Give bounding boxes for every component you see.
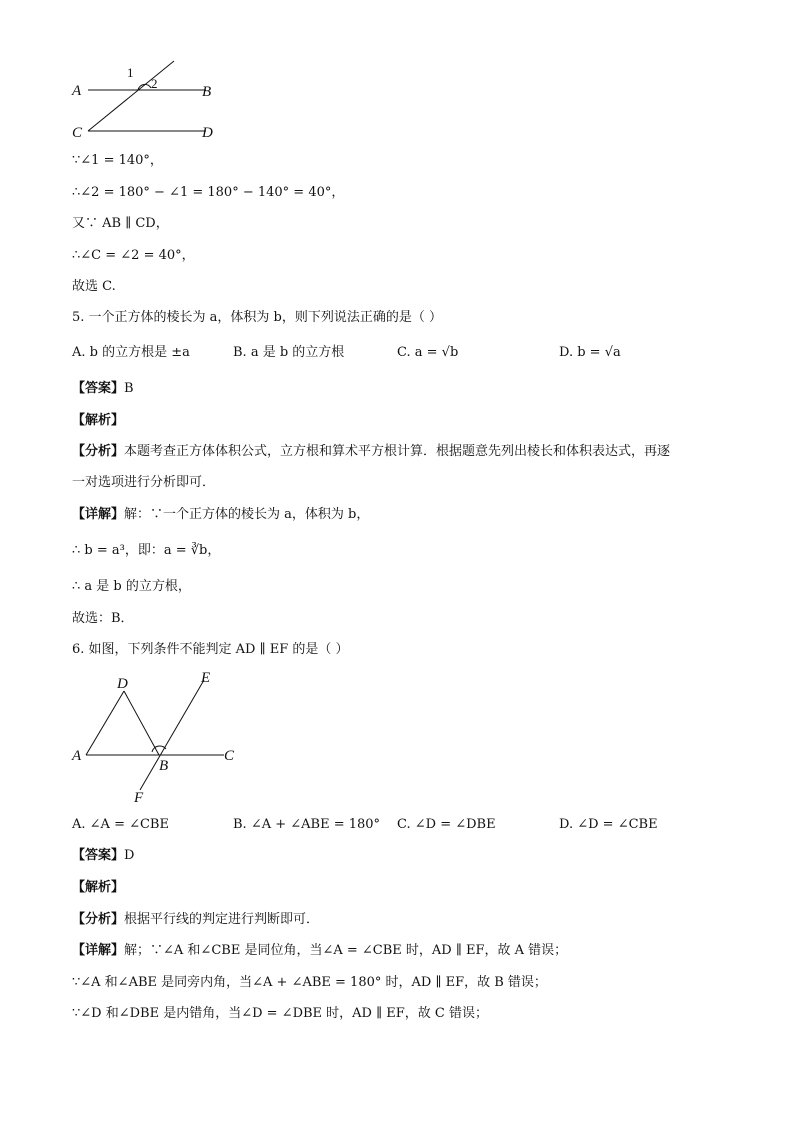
q6-detail-text-1: 解；∵∠A 和∠CBE 是同位角，当∠A = ∠CBE 时，AD ∥ EF，故 A 错误；: [124, 943, 568, 958]
label-c: C: [72, 125, 83, 141]
label-a: A: [72, 748, 82, 764]
q5-xiangjie-tag: 【详解】: [72, 507, 125, 522]
q5-fenxi-line-2: 一对选项进行分析即可．: [72, 475, 216, 490]
q5-fenxi-text-1: 本题考查正方体体积公式，立方根和算术平方根计算．根据题意先列出棱长和体积表达式，再逐: [124, 444, 671, 459]
q6-answer-value: D: [124, 848, 135, 863]
q6-option-c: C. ∠D = ∠DBE: [397, 817, 496, 832]
label-b: B: [202, 84, 212, 100]
label-d: D: [117, 676, 128, 692]
q5-step-3: 故选：B．: [72, 611, 134, 626]
q5-option-b: B. a 是 b 的立方根: [233, 345, 345, 360]
q6-stem: 6. 如图，下列条件不能判定 AD ∥ EF 的是（ ）: [72, 642, 349, 657]
q5-stem: 5. 一个正方体的棱长为 a，体积为 b，则下列说法正确的是（ ）: [72, 310, 443, 325]
label-f: F: [134, 790, 144, 806]
segment-db: [124, 691, 159, 755]
q5-option-a: A. b 的立方根是 ±a: [72, 345, 190, 360]
q5-analysis-tag: 【解析】: [72, 413, 125, 428]
q6-answer-tag: 【答案】: [72, 848, 125, 863]
label-b: B: [159, 758, 169, 774]
q5-step-2: ∴ a 是 b 的立方根，: [72, 579, 191, 594]
q6-option-d: D. ∠D = ∠CBE: [559, 817, 658, 832]
q5-option-c: C. a = √b: [397, 345, 459, 360]
line-ef: [140, 680, 204, 790]
q5-step-1: ∴ b = a³，即：a = ∛b，: [72, 543, 221, 558]
solution-line-3: 又∵ AB ∥ CD，: [72, 216, 169, 231]
q5-fenxi-line-1: [72, 443, 670, 461]
q5-xiangjie-text: 解：∵一个正方体的棱长为 a，体积为 b，: [124, 507, 370, 522]
q5-answer-value: B: [124, 381, 134, 396]
q6-fenxi-text: 根据平行线的判定进行判断即可．: [124, 912, 320, 927]
label-e: E: [201, 670, 211, 686]
segment-ad: [86, 691, 124, 755]
q5-answer: [72, 380, 134, 398]
label-a: A: [72, 83, 82, 99]
solution-line-4: ∴∠C = ∠2 = 40°，: [72, 248, 195, 263]
q6-analysis-tag: 【解析】: [72, 880, 125, 895]
solution-line-2: ∴∠2 = 180° − ∠1 = 180° − 140° = 40°，: [72, 185, 345, 200]
label-angle-1: 1: [127, 65, 134, 80]
q6-option-a: A. ∠A = ∠CBE: [72, 817, 169, 832]
q6-detail-line-1: [72, 942, 567, 960]
label-c: C: [224, 748, 235, 764]
q5-xiangjie-line: [72, 506, 369, 524]
solution-line-5: 故选 C.: [72, 279, 116, 294]
figure-triangle-transversal: [64, 666, 254, 810]
q5-answer-tag: 【答案】: [72, 381, 125, 396]
q5-option-d: D. b = √a: [559, 345, 621, 360]
q6-detail-line-3: ∵∠D 和∠DBE 是内错角，当∠D = ∠DBE 时，AD ∥ EF，故 C 错误；: [72, 1006, 488, 1021]
q5-fenxi-tag: 【分析】: [72, 444, 125, 459]
q6-answer: [72, 847, 134, 865]
q6-detail-line-2: ∵∠A 和∠ABE 是同旁内角，当∠A + ∠ABE = 180° 时，AD ∥ EF，故 B 错误；: [72, 975, 547, 990]
label-angle-2: 2: [151, 76, 158, 91]
q6-option-b: B. ∠A + ∠ABE = 180°: [233, 817, 381, 832]
figure-parallel-lines: [64, 58, 234, 144]
q6-xiangjie-tag: 【详解】: [72, 943, 125, 958]
q6-fenxi-tag: 【分析】: [72, 912, 125, 927]
q6-fenxi-line: [72, 911, 319, 929]
label-d: D: [202, 125, 213, 141]
solution-line-1: ∵∠1 = 140°，: [72, 153, 163, 168]
